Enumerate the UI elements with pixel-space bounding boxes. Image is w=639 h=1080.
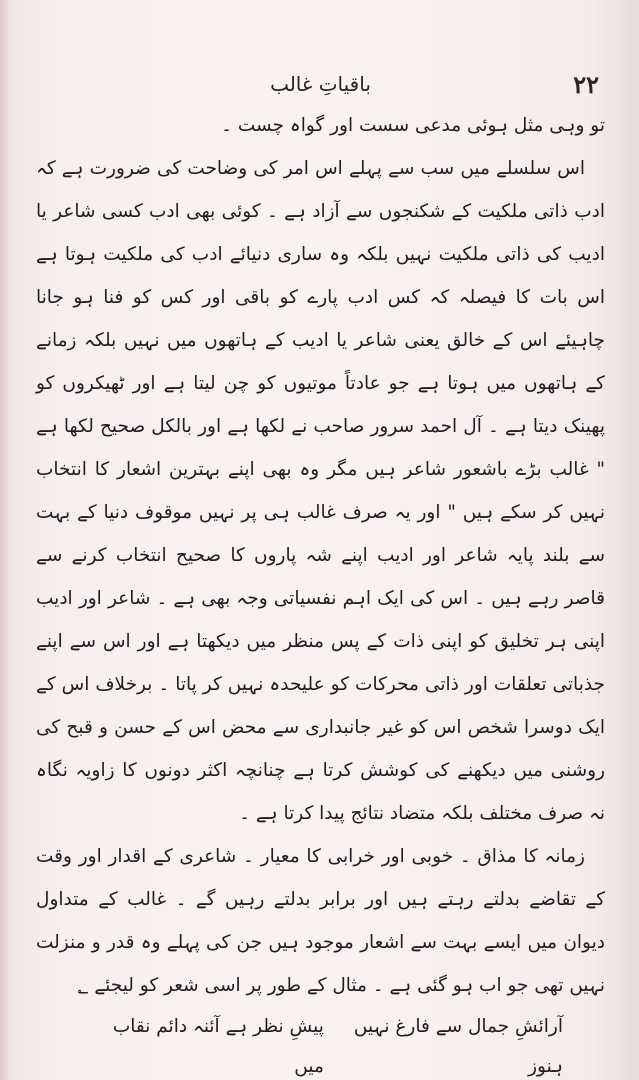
running-title: باقیاتِ غالب: [270, 72, 371, 96]
verse-couplet: [36, 1007, 605, 1080]
paragraph-3: زمانہ کا مذاق ۔ خوبی اور خرابی کا معیار ۔ شاعری کے اقدار اور وقت کے تقاضے بدلتے رہتے ہیں اور برابر بدلتے رہیں گے ۔ غالب کے متداول دیوان میں ایسے بہت سے اشعار موجود ہیں جن کی پہلے وہ قدر و منزلت نہیں تھی جو اب ہو گئی ہے ۔ مثال کے طور پر اسی شعر کو لیجئے ؂: [36, 846, 605, 996]
paragraph-2: اس سلسلے میں سب سے پہلے اس امر کی وضاحت کی ضرورت ہے کہ ادب ذاتی ملکیت کے شکنجوں سے آزاد ہے ۔ کوئی بھی ادب کسی شاعر یا ادیب کی ذاتی ملکیت نہیں بلکہ وہ ساری دنیائے ادب کی ملکیت ہوتا ہے اس بات کا فیصلہ کہ کس ادب پارے کو باقی اور کس کو فنا ہو جانا چاہیئے اس کے خالق یعنی شاعر یا ادیب کے ہاتھوں میں نہیں بلکہ زمانے کے ہاتھوں میں ہوتا ہے جو عادتاً موتیوں کو چن لیتا ہے اور ٹھیکروں کو پھینک دیتا ہے ۔ آل احمد سرور صاحب نے لکھا ہے اور بالکل صحیح لکھا ہے " غالب بڑے باشعور شاعر ہیں مگر وہ بھی اپنے بہترین اشعار کا انتخاب نہیں کر سکے ہیں " اور یہ صرف غالب ہی پر نہیں موقوف دنیا کے بہت سے بلند پایہ شاعر اور ادیب اپنے شہ پاروں کا صحیح انتخاب کرنے سے قاصر رہے ہیں ۔ اس کی ایک اہم نفسیاتی وجہ بھی ہے ۔ شاعر اور ادیب اپنی ہر تخلیق کو اپنی ذات کے پس منظر میں دیکھتا ہے اور اس سے اپنے جذباتی تعلقات اور ذاتی محرکات کو علیحدہ نہیں کر پاتا ۔ برخلاف اس کے ایک دوسرا شخص اس کو غیر جانبداری سے محض اس کے حسن و قبح کی روشنی میں دیکھنے کی کوشش کرتا ہے چنانچہ اکثر دونوں کا زاویہ نگاہ نہ صرف مختلف بلکہ متضاد نتائج پیدا کرتا ہے ۔: [36, 158, 605, 824]
verse-second-line: پیشِ نظر ہے آئنہ دائم نقاب میں: [112, 1016, 324, 1077]
page-gutter-shadow: [0, 0, 10, 1080]
paragraph-1: تو وہی مثل ہوئی مدعی سست اور گواہ چست ۔: [221, 115, 605, 136]
body-text: [36, 104, 605, 1007]
page-header: [36, 70, 605, 104]
verse-first-line: آرائشِ جمال سے فارغ نہیں ہنوز: [353, 1016, 563, 1077]
page-number: ۲۲: [573, 70, 599, 99]
